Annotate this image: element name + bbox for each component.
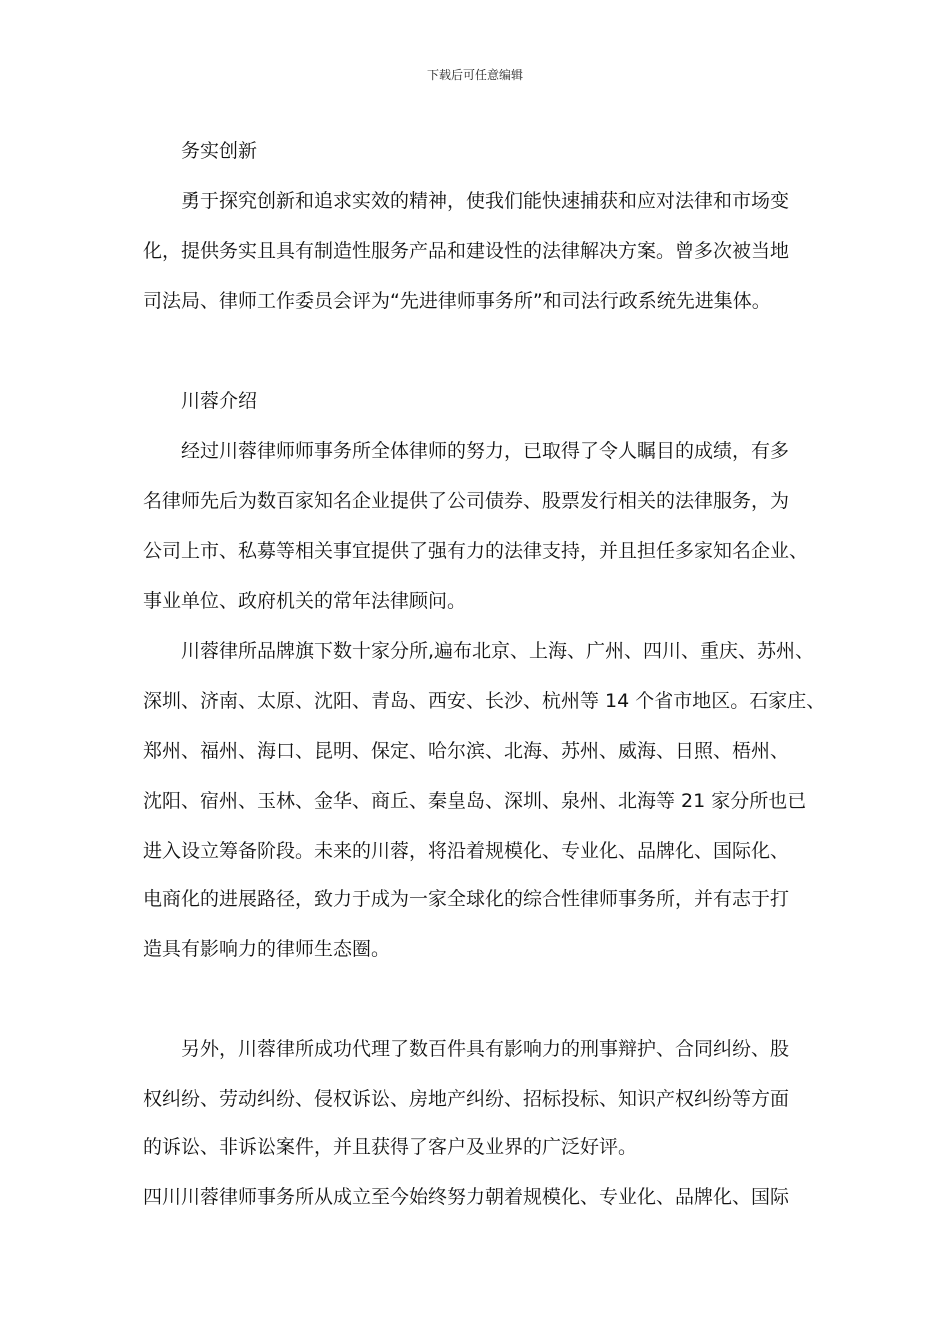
paragraph-line: 郑州、福州、海口、昆明、保定、哈尔滨、北海、苏州、威海、日照、梧州、 — [143, 740, 790, 762]
paragraph-line: 经过川蓉律师师事务所全体律师的努力，已取得了令人瞩目的成绩，有多 — [181, 440, 790, 462]
paragraph-line: 名律师先后为数百家知名企业提供了公司债券、股票发行相关的法律服务，为 — [143, 490, 790, 512]
paragraph-line: 的诉讼、非诉讼案件，并且获得了客户及业界的广泛好评。 — [143, 1136, 638, 1158]
paragraph-line: 另外，川蓉律所成功代理了数百件具有影响力的刑事辩护、合同纠纷、股 — [181, 1038, 790, 1060]
paragraph-line: 川蓉律所品牌旗下数十家分所,遍布北京、上海、广州、四川、重庆、苏州、 — [181, 640, 815, 662]
section-heading-chuanrong-intro: 川蓉介绍 — [181, 390, 258, 412]
page-header-note: 下载后可任意编辑 — [426, 68, 523, 82]
section-heading-pragmatic-innovation: 务实创新 — [181, 140, 258, 162]
paragraph-line: 公司上市、私募等相关事宜提供了强有力的法律支持，并且担任多家知名企业、 — [143, 540, 809, 562]
paragraph-line: 造具有影响力的律师生态圈。 — [143, 938, 391, 960]
paragraph-line: 勇于探究创新和追求实效的精神，使我们能快速捕获和应对法律和市场变 — [181, 190, 790, 212]
paragraph-line: 深圳、济南、太原、沈阳、青岛、西安、长沙、杭州等 14 个省市地区。石家庄、 — [143, 690, 826, 712]
paragraph-line: 权纠纷、劳动纠纷、侵权诉讼、房地产纠纷、招标投标、知识产权纠纷等方面 — [143, 1088, 790, 1110]
paragraph-line: 四川川蓉律师事务所从成立至今始终努力朝着规模化、专业化、品牌化、国际 — [143, 1186, 790, 1208]
paragraph-line: 沈阳、宿州、玉林、金华、商丘、秦皇岛、深圳、泉州、北海等 21 家分所也已 — [143, 790, 807, 812]
paragraph-line: 事业单位、政府机关的常年法律顾问。 — [143, 590, 467, 612]
paragraph-line: 化，提供务实且具有制造性服务产品和建设性的法律解决方案。曾多次被当地 — [143, 240, 790, 262]
paragraph-line: 司法局、律师工作委员会评为“先进律师事务所”和司法行政系统先进集体。 — [143, 290, 771, 312]
paragraph-line: 进入设立筹备阶段。未来的川蓉，将沿着规模化、专业化、品牌化、国际化、 — [143, 840, 790, 862]
paragraph-line: 电商化的进展路径，致力于成为一家全球化的综合性律师事务所，并有志于打 — [143, 888, 790, 910]
